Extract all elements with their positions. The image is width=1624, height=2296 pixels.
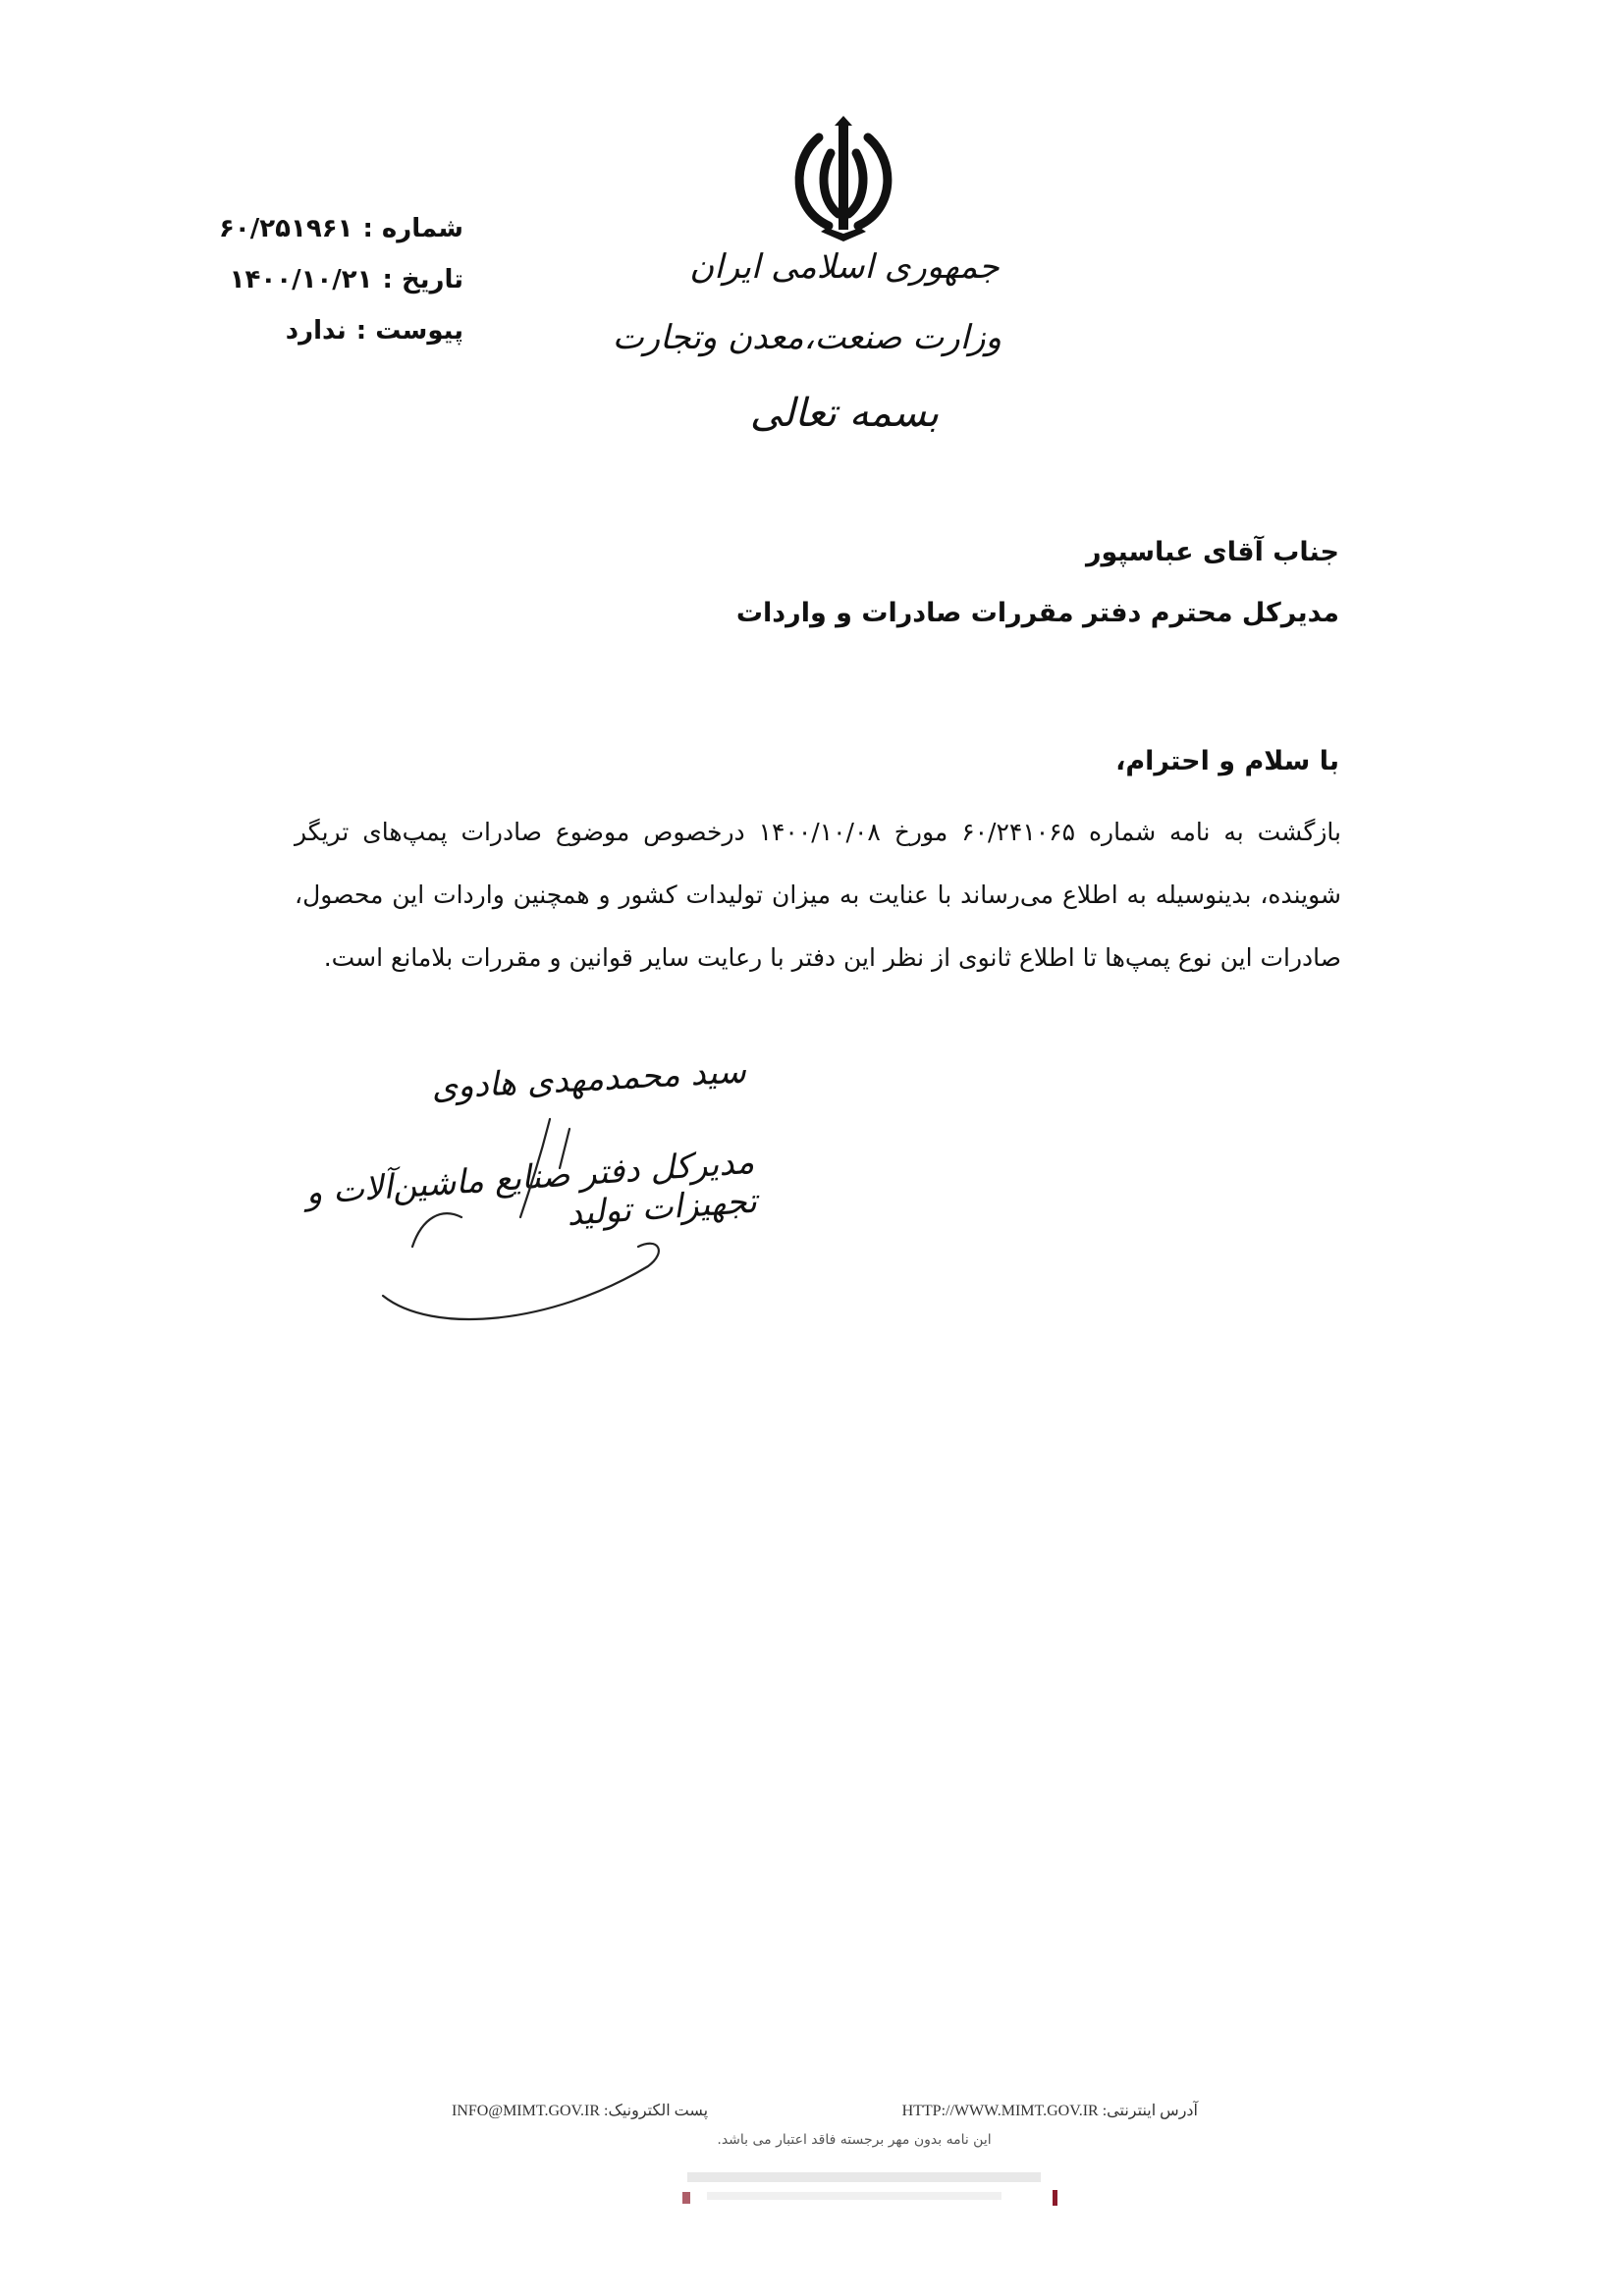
signature-name: سید محمدمهدی هادوی xyxy=(430,1051,747,1108)
meta-number-label: شماره : xyxy=(362,214,463,243)
meta-attachment-value: ندارد xyxy=(285,316,347,346)
meta-attachment xyxy=(196,316,463,367)
bismillah: بسمه تعالی xyxy=(749,391,940,436)
iran-emblem-icon xyxy=(782,116,905,243)
footer-web xyxy=(902,2101,1198,2120)
meta-date-value: ۱۴۰۰/۱۰/۲۱ xyxy=(229,265,373,294)
letter-meta xyxy=(196,214,463,367)
signature-scribble-icon xyxy=(324,1099,736,1325)
footer-validity-note: این نامه بدون مهر برجسته فاقد اعتبار می باشد. xyxy=(717,2132,992,2148)
meta-date xyxy=(196,265,463,316)
footer-email-value: INFO@MIMT.GOV.IR xyxy=(452,2103,601,2119)
footer-web-value: HTTP://WWW.MIMT.GOV.IR xyxy=(901,2103,1099,2119)
footer-web-label: آدرس اینترنتی: xyxy=(1102,2103,1198,2119)
footer-faded-stamp-icon xyxy=(677,2164,1070,2214)
republic-name: جمهوری اسلامی ایران xyxy=(689,247,1000,287)
meta-number-value: ۶۰/۲۵۱۹۶۱ xyxy=(219,214,353,243)
ministry-name: وزارت صنعت،معدن وتجارت xyxy=(612,318,1001,357)
greeting: با سلام و احترام، xyxy=(1115,746,1339,776)
letter-body: بازگشت به نامه شماره ۶۰/۲۴۱۰۶۵ مورخ ۱۴۰۰/۱۰/۰۸ درخصوص موضوع صادرات پمپ‌های تریگر شوینده، بدینوسیله به اطلاع می‌رساند با عنایت به میزان تولیدات کشور و همچنین واردات این محصول، صادرات این نوع پمپ‌ها تا اطلاع ثانوی از نظر این دفتر با رعایت سایر قوانین و مقررات بلامانع است. xyxy=(295,818,1342,972)
footer-email xyxy=(452,2101,708,2120)
meta-date-label: تاریخ : xyxy=(382,265,463,294)
recipient-name: جناب آقای عباسپور xyxy=(1085,537,1339,567)
footer-email-label: پست الکترونیک: xyxy=(604,2103,709,2119)
signature-title: مدیرکل دفتر صنایع ماشین‌آلات و تجهیزات تولید xyxy=(304,1142,759,1235)
meta-number xyxy=(196,214,463,265)
recipient-block xyxy=(652,522,1339,644)
meta-attachment-label: پیوست : xyxy=(355,316,463,346)
footer-contacts xyxy=(452,2101,1198,2120)
recipient-title: مدیرکل محترم دفتر مقررات صادرات و واردات xyxy=(735,598,1339,628)
